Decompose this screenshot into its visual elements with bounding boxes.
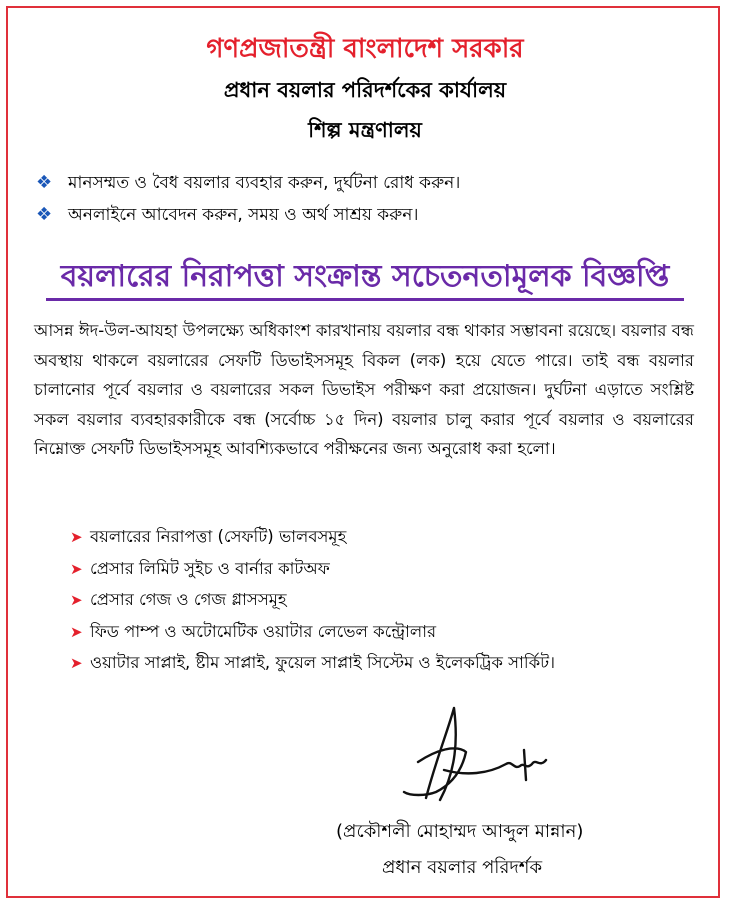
- arrow-right-icon: ➤: [70, 591, 83, 609]
- arrow-right-icon: ➤: [70, 528, 83, 546]
- signatory-name: (প্রকৌশলী মোহাম্মদ আব্দুল মান্নান): [336, 821, 584, 842]
- signatory-designation: প্রধান বয়লার পরিদর্শক: [382, 857, 543, 878]
- notice-title: বয়লারের নিরাপত্তা সংক্রান্ত সচেতনতামূলক বিজ্ঞপ্তি: [60, 259, 670, 294]
- government-title: গণপ্রজাতন্ত্রী বাংলাদেশ সরকার: [206, 34, 524, 64]
- signature-image: [396, 700, 556, 810]
- diamond-cluster-icon: ❖: [36, 204, 53, 225]
- list-item-text: প্রেসার লিমিট সুইচ ও বার্নার কাটঅফ: [90, 558, 330, 578]
- list-item: [70, 650, 555, 682]
- list-item-text: প্রেসার গেজ ও গেজ গ্লাসসমূহ: [90, 590, 287, 609]
- arrow-right-icon: ➤: [70, 559, 83, 578]
- tip-text: মানসম্মত ও বৈধ বয়লার ব্যবহার করুন, দুর্ঘটনা রোধ করুন।: [68, 173, 461, 193]
- list-item: [70, 619, 555, 651]
- ministry-title: শিল্প মন্ত্রণালয়: [308, 118, 422, 142]
- arrow-right-icon: ➤: [70, 654, 83, 672]
- list-item: [70, 556, 555, 588]
- list-item-text: ওয়াটার সাপ্লাই, ষ্টীম সাপ্লাই, ফুয়েল সাপ্লাই সিস্টেম ও ইলেকট্রিক সার্কিট।: [90, 653, 556, 672]
- tip-item: [36, 202, 418, 230]
- device-list: [70, 524, 555, 682]
- list-item: [70, 587, 555, 619]
- arrow-right-icon: ➤: [70, 622, 83, 641]
- tip-text: অনলাইনে আবেদন করুন, সময় ও অর্থ সাশ্রয় করুন।: [68, 205, 419, 225]
- office-title: প্রধান বয়লার পরিদর্শকের কার্যালয়: [223, 78, 507, 102]
- list-item: [70, 524, 555, 556]
- notice-body: আসন্ন ঈদ-উল-আযহা উপলক্ষ্যে অধিকাংশ কারখানায় বয়লার বন্ধ থাকার সম্ভাবনা রয়েছে। বয়লার বন্ধ অবস্থায় থাকলে বয়লারের সেফটি ডিভাইসসমূহ বিকল (লক) হয়ে যেতে পারে। তাই বন্ধ বয়লার চালানোর পূর্বে বয়লার ও বয়লারের সকল ডিভাইস পরীক্ষণ করা প্রয়োজন। দুর্ঘটনা এড়াতে সংশ্লিষ্ট সকল বয়লার ব্যবহারকারীকে বন্ধ (সর্বোচ্চ ১৫ দিন) বয়লার চালু করার পূর্বে বয়লার ও বয়লারের নিম্নোক্ত সেফটি ডিভাইসসমূহ আবশ্যিকভাবে পরীক্ষনের জন্য অনুরোধ করা হলো।: [34, 321, 694, 458]
- title-underline: [46, 298, 684, 301]
- diamond-cluster-icon: ❖: [36, 172, 53, 193]
- tip-item: [36, 170, 460, 198]
- list-item-text: বয়লারের নিরাপত্তা (সেফটি) ভালবসমূহ: [90, 527, 347, 546]
- list-item-text: ফিড পাম্প ও অটোমেটিক ওয়াটার লেভেল কন্ট্রোলার: [90, 621, 437, 641]
